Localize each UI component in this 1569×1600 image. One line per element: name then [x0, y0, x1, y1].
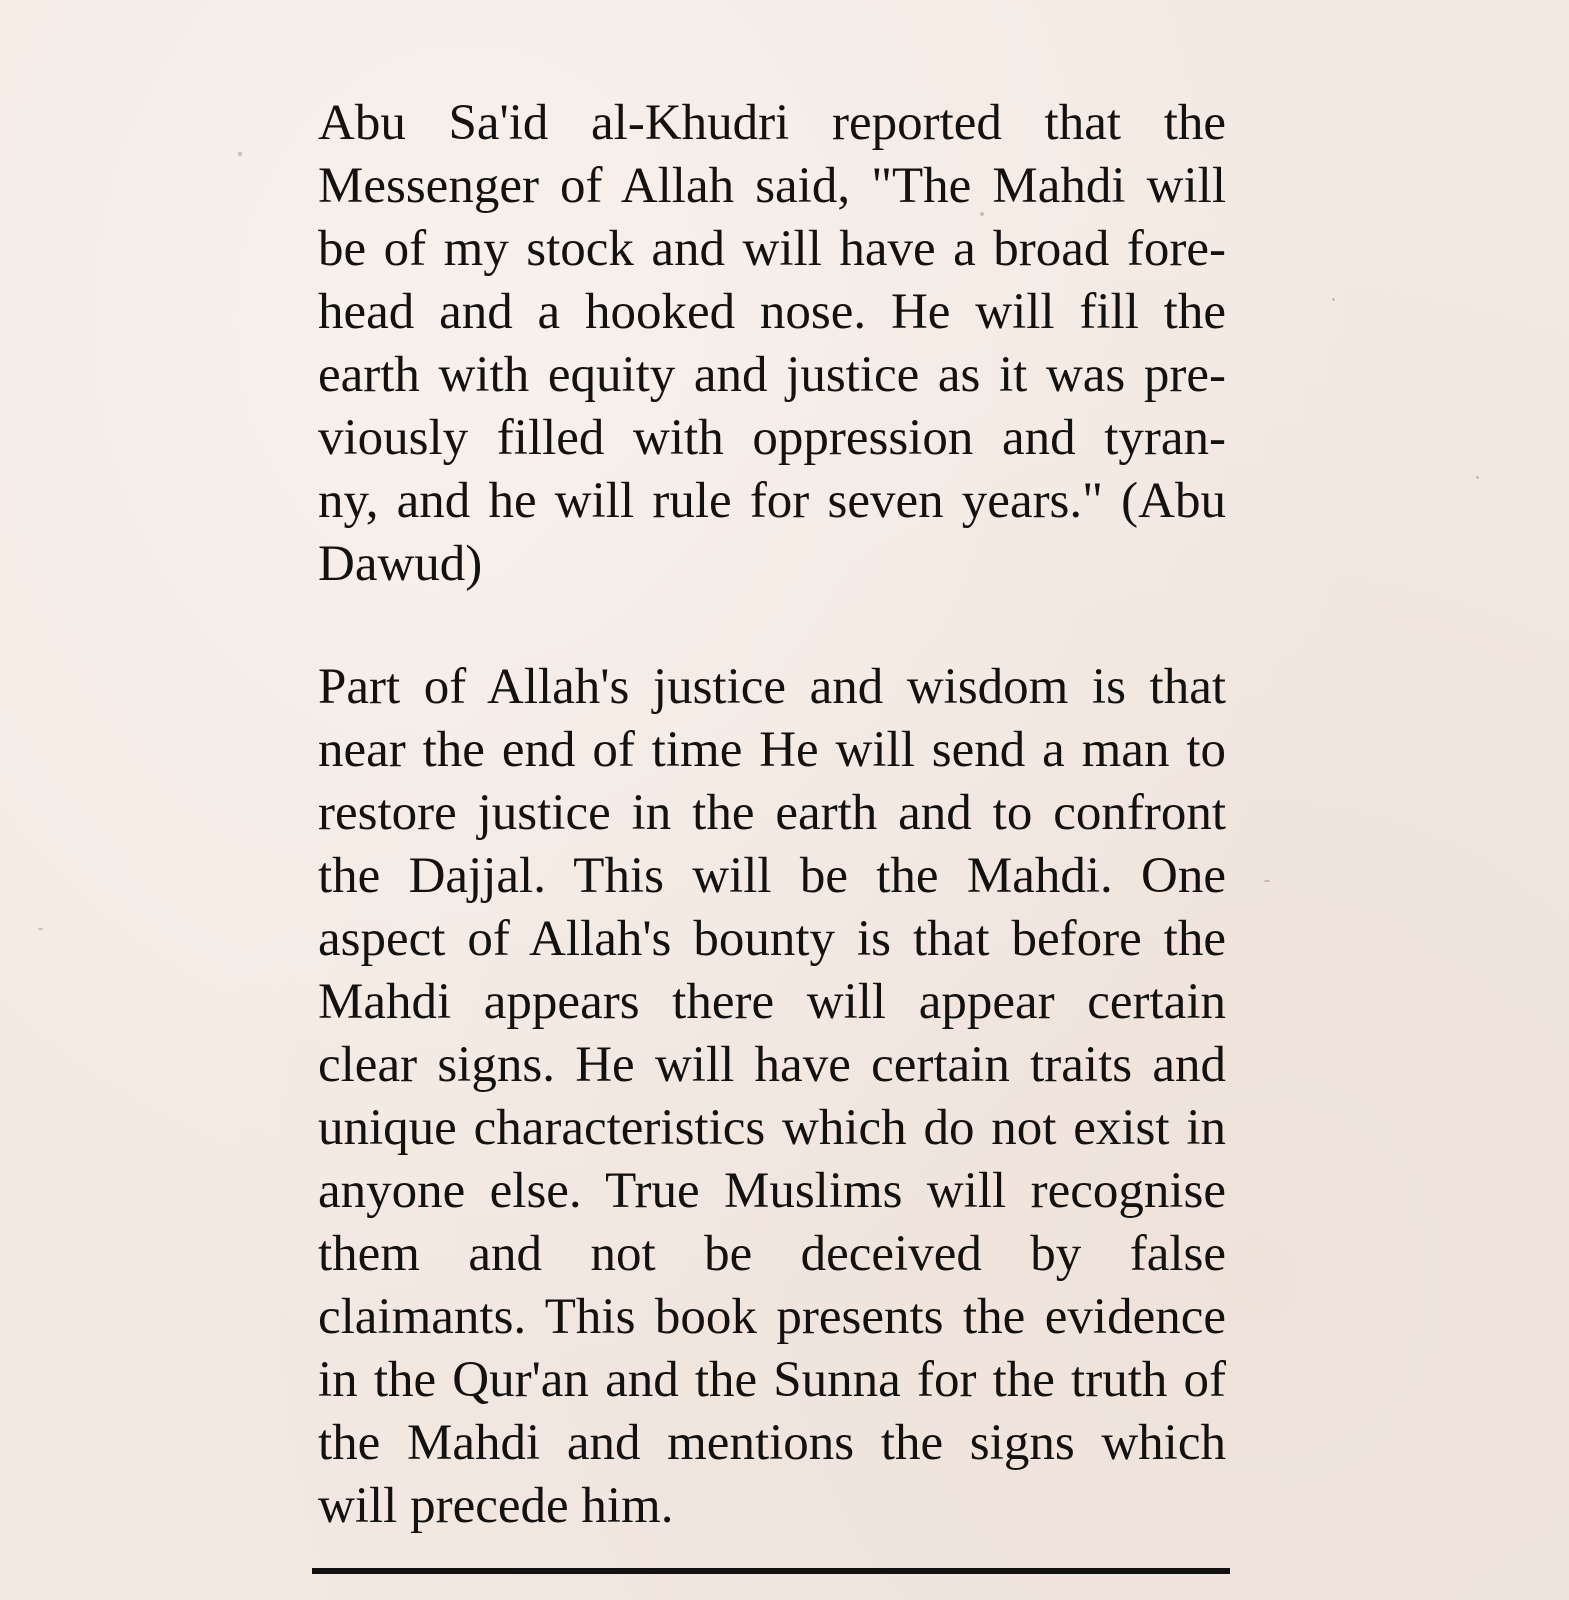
horizontal-rule [312, 1568, 1230, 1574]
text-line: be of my stock and will have a broad fore- [318, 221, 1226, 277]
paragraph-spacer [318, 596, 1226, 656]
paragraph-book-description [318, 656, 1226, 1538]
text-line: earth with equity and justice as it was pre- [318, 347, 1226, 403]
text-line: the Dajjal. This will be the Mahdi. One [318, 848, 1226, 904]
text-line: clear signs. He will have certain traits and [318, 1037, 1226, 1093]
text-line: aspect of Allah's bounty is that before the [318, 911, 1226, 967]
text-line: near the end of time He will send a man to [318, 722, 1226, 778]
text-line: head and a hooked nose. He will fill the [318, 284, 1226, 340]
text-line: will precede him. [318, 1478, 674, 1534]
text-line: in the Qur'an and the Sunna for the truth of [318, 1352, 1226, 1408]
text-line: claimants. This book presents the evidence [318, 1289, 1226, 1345]
paper-speck [38, 928, 43, 930]
text-line: ny, and he will rule for seven years." (Abu [318, 473, 1226, 529]
paper-speck [238, 152, 242, 156]
text-line: Part of Allah's justice and wisdom is that [318, 659, 1226, 715]
text-line: anyone else. True Muslims will recognise [318, 1163, 1226, 1219]
text-line: Mahdi appears there will appear certain [318, 974, 1226, 1030]
paper-speck [1264, 880, 1270, 882]
paper-speck [1476, 476, 1479, 479]
text-line: restore justice in the earth and to confront [318, 785, 1226, 841]
text-line: Abu Sa'id al-Khudri reported that the [318, 95, 1226, 151]
text-line: them and not be deceived by false [318, 1226, 1226, 1282]
paper-speck [1332, 298, 1335, 301]
paragraph-hadith-quote [318, 92, 1226, 596]
text-line: Messenger of Allah said, "The Mahdi will [318, 158, 1226, 214]
text-line: Dawud) [318, 536, 483, 592]
text-line: viously filled with oppression and tyran- [318, 410, 1226, 466]
text-line: the Mahdi and mentions the signs which [318, 1415, 1226, 1471]
body-text [318, 92, 1226, 1538]
text-line: unique characteristics which do not exist in [318, 1100, 1226, 1156]
